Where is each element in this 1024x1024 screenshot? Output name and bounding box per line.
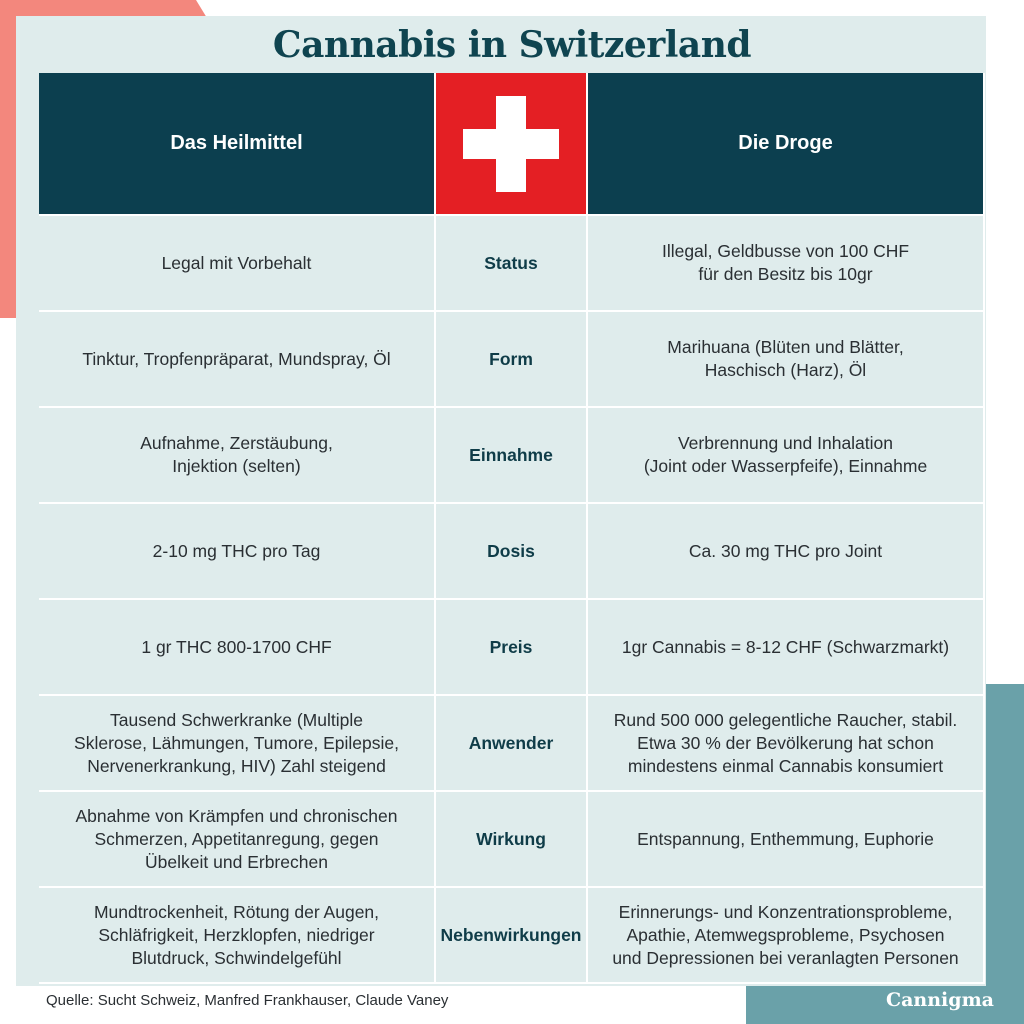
row-label-status: Status <box>436 216 588 312</box>
cell-medicine-preis: 1 gr THC 800-1700 CHF <box>39 600 436 696</box>
cell-medicine-einnahme: Aufnahme, Zerstäubung, Injektion (selten) <box>39 408 436 504</box>
row-label-nebenwirkungen: Nebenwirkungen <box>436 888 588 984</box>
row-label-wirkung: Wirkung <box>436 792 588 888</box>
cell-drug-wirkung: Entspannung, Enthemmung, Euphorie <box>588 792 985 888</box>
cell-medicine-status: Legal mit Vorbehalt <box>39 216 436 312</box>
row-label-einnahme: Einnahme <box>436 408 588 504</box>
cell-medicine-dosis: 2-10 mg THC pro Tag <box>39 504 436 600</box>
comparison-table <box>39 73 985 983</box>
row-label-preis: Preis <box>436 600 588 696</box>
cell-medicine-nebenwirkungen: Mundtrockenheit, Rötung der Augen, Schläfrigkeit, Herzklopfen, niedriger Blutdruck, Schwindelgefühl <box>39 888 436 984</box>
white-cross-icon <box>463 96 559 192</box>
cell-medicine-wirkung: Abnahme von Krämpfen und chronischen Schmerzen, Appetitanregung, gegen Übelkeit und Erbrechen <box>39 792 436 888</box>
header-drug: Die Droge <box>588 73 985 216</box>
source-credit: Quelle: Sucht Schweiz, Manfred Frankhauser, Claude Vaney <box>46 992 449 1009</box>
page-title: Cannabis in Switzerland <box>272 24 752 66</box>
header-medicine: Das Heilmittel <box>39 73 436 216</box>
cell-medicine-anwender: Tausend Schwerkranke (Multiple Sklerose, Lähmungen, Tumore, Epilepsie, Nervenerkrankung, HIV) Zahl steigend <box>39 696 436 792</box>
cell-drug-status: Illegal, Geldbusse von 100 CHF für den Besitz bis 10gr <box>588 216 985 312</box>
cell-drug-dosis: Ca. 30 mg THC pro Joint <box>588 504 985 600</box>
row-label-form: Form <box>436 312 588 408</box>
swiss-flag-icon <box>436 73 588 216</box>
brand-logo: Cannigma <box>886 989 994 1011</box>
cell-drug-nebenwirkungen: Erinnerungs- und Konzentrationsprobleme, Apathie, Atemwegsprobleme, Psychosen und Depressionen bei veranlagten Personen <box>588 888 985 984</box>
row-label-anwender: Anwender <box>436 696 588 792</box>
cell-medicine-form: Tinktur, Tropfenpräparat, Mundspray, Öl <box>39 312 436 408</box>
cell-drug-einnahme: Verbrennung und Inhalation (Joint oder Wasserpfeife), Einnahme <box>588 408 985 504</box>
cell-drug-preis: 1gr Cannabis = 8-12 CHF (Schwarzmarkt) <box>588 600 985 696</box>
decorative-teal-bar-right <box>986 684 1024 1024</box>
row-label-dosis: Dosis <box>436 504 588 600</box>
cell-drug-form: Marihuana (Blüten und Blätter, Haschisch (Harz), Öl <box>588 312 985 408</box>
cell-drug-anwender: Rund 500 000 gelegentliche Raucher, stabil. Etwa 30 % der Bevölkerung hat schon mindestens einmal Cannabis konsumiert <box>588 696 985 792</box>
